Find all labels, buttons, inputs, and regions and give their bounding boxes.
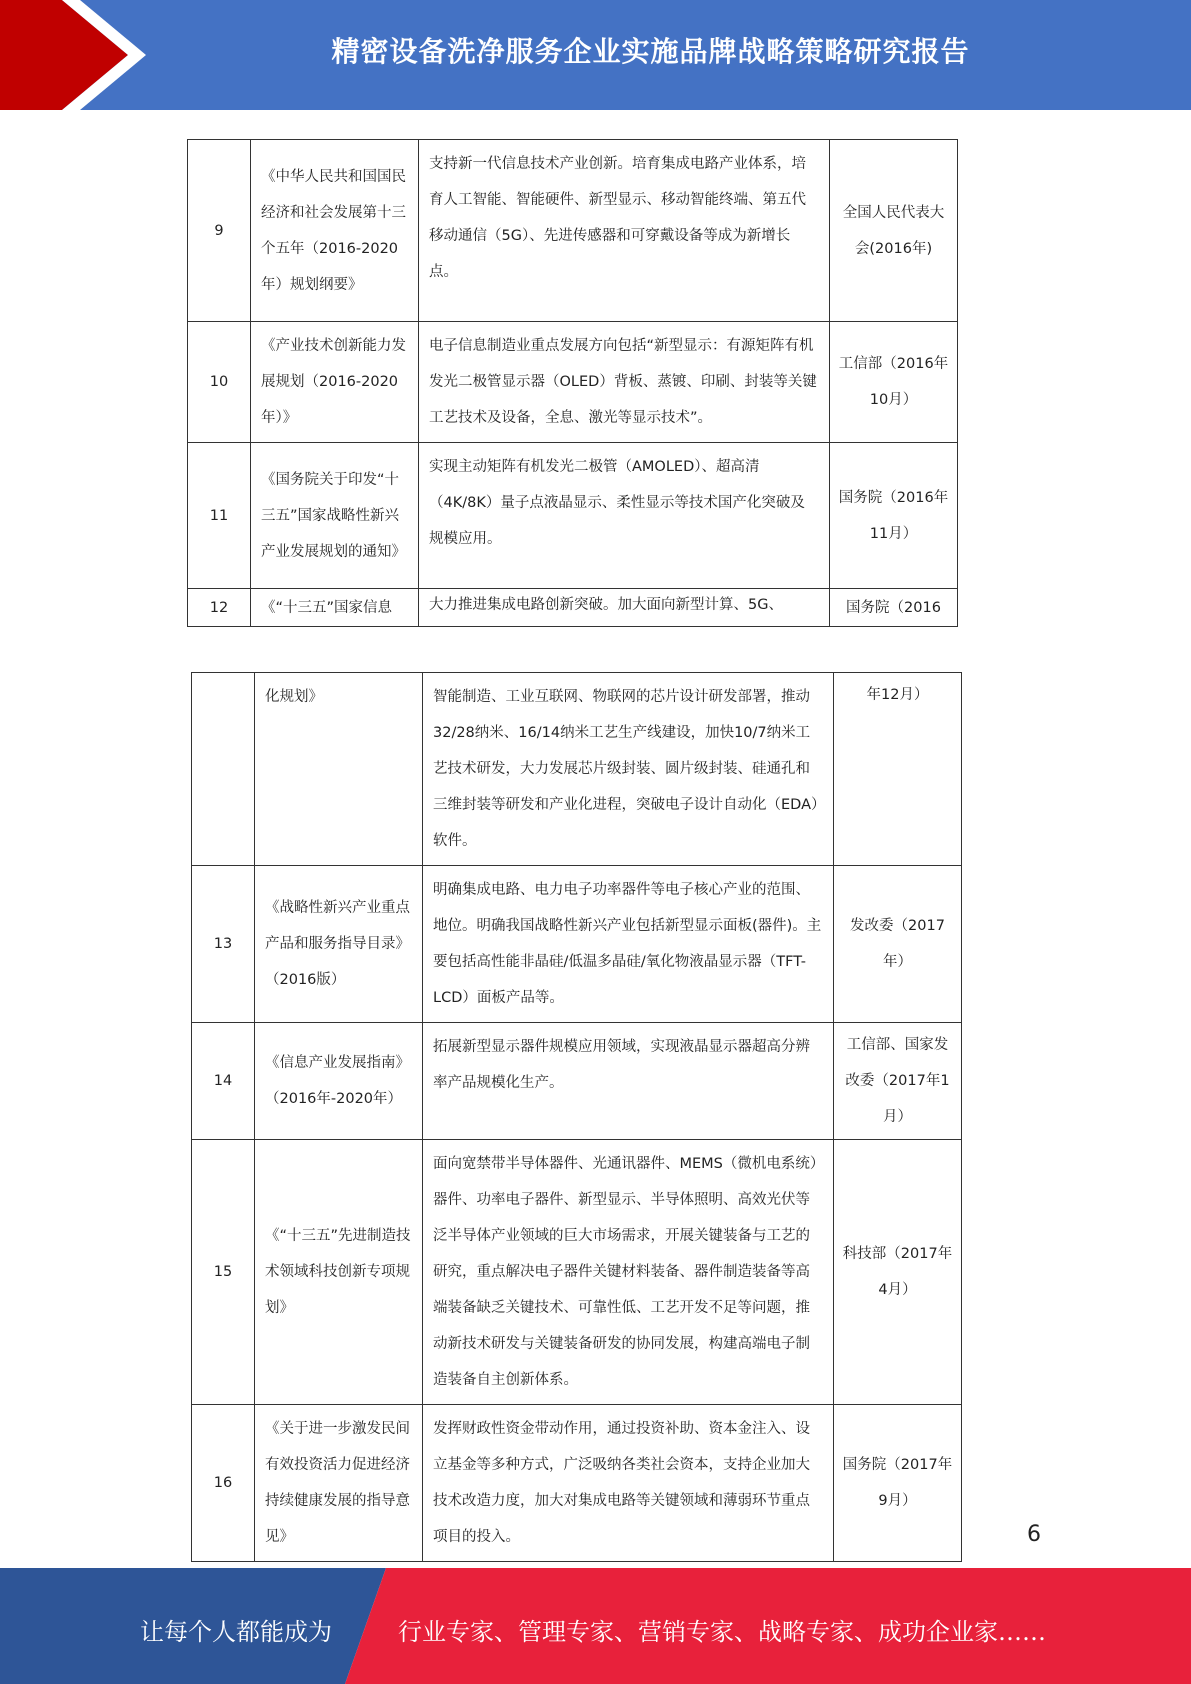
policy-name: 《产业技术创新能力发展规划（2016-2020年）》 <box>251 322 419 443</box>
policy-description: 智能制造、工业互联网、物联网的芯片设计研发部署，推动32/28纳米、16/14纳米工艺生产线建设，加快10/7纳米工艺技术研发，大力发展芯片级封装、圆片级封装、硅通孔和三维封装等研发和产业化进程，突破电子设计自动化（EDA）软件。 <box>423 673 834 866</box>
policy-description: 面向宽禁带半导体器件、光通讯器件、MEMS（微机电系统）器件、功率电子器件、新型显示、半导体照明、高效光伏等泛半导体产业领域的巨大市场需求，开展关键装备与工艺的研究，重点解决电子器件关键材料装备、器件制造装备等高端装备缺乏关键技术、可靠性低、工艺开发不足等问题，推动新技术研发与关键装备研发的协同发展，构建高端电子制造装备自主创新体系。 <box>423 1140 834 1405</box>
row-number: 13 <box>192 866 255 1023</box>
policy-name: 《“十三五”先进制造技术领域科技创新专项规划》 <box>255 1140 423 1405</box>
footer-slogan-left: 让每个人都能成为 <box>140 1618 332 1646</box>
policy-name: 《关于进一步激发民间有效投资活力促进经济持续健康发展的指导意见》 <box>255 1405 423 1562</box>
policy-description: 拓展新型显示器件规模应用领域，实现液晶显示器超高分辨率产品规模化生产。 <box>423 1023 834 1140</box>
issuing-body: 国务院（2016 <box>830 589 958 627</box>
policy-description: 支持新一代信息技术产业创新。培育集成电路产业体系，培育人工智能、智能硬件、新型显示、移动智能终端、第五代移动通信（5G）、先进传感器和可穿戴设备等成为新增长点。 <box>419 140 830 322</box>
page-footer <box>0 1568 1191 1684</box>
row-number: 12 <box>188 589 251 627</box>
row-number: 15 <box>192 1140 255 1405</box>
table-row <box>192 1405 962 1562</box>
policy-name: 化规划》 <box>255 673 423 866</box>
table-row <box>192 1023 962 1140</box>
policy-name: 《战略性新兴产业重点产品和服务指导目录》（2016版） <box>255 866 423 1023</box>
policy-name: 《中华人民共和国国民经济和社会发展第十三个五年（2016-2020年）规划纲要》 <box>251 140 419 322</box>
issuing-body: 年12月） <box>834 673 962 866</box>
footer-slogan-right: 行业专家、管理专家、营销专家、战略专家、成功企业家…… <box>398 1618 1046 1646</box>
page-number: 6 <box>1027 1522 1041 1547</box>
table-row <box>192 1140 962 1405</box>
report-title: 精密设备洗净服务企业实施品牌战略策略研究报告 <box>331 35 970 68</box>
row-number: 9 <box>188 140 251 322</box>
policy-description: 明确集成电路、电力电子功率器件等电子核心产业的范围、地位。明确我国战略性新兴产业包括新型显示面板(器件)。主要包括高性能非晶硅/低温多晶硅/氧化物液晶显示器（TFT-LCD）面板产品等。 <box>423 866 834 1023</box>
policy-description: 电子信息制造业重点发展方向包括“新型显示：有源矩阵有机发光二极管显示器（OLED）背板、蒸镀、印刷、封装等关键工艺技术及设备，全息、激光等显示技术”。 <box>419 322 830 443</box>
policy-description: 发挥财政性资金带动作用，通过投资补助、资本金注入、设立基金等多种方式，广泛吸纳各类社会资本，支持企业加大技术改造力度，加大对集成电路等关键领域和薄弱环节重点项目的投入。 <box>423 1405 834 1562</box>
row-number: 14 <box>192 1023 255 1140</box>
table-row <box>188 322 958 443</box>
table-row <box>192 673 962 866</box>
policy-description: 大力推进集成电路创新突破。加大面向新型计算、5G、 <box>419 589 830 627</box>
policy-table-part-1 <box>187 139 958 627</box>
issuing-body: 全国人民代表大会(2016年) <box>830 140 958 322</box>
row-number: 10 <box>188 322 251 443</box>
row-number: 11 <box>188 443 251 589</box>
policy-name: 《国务院关于印发“十三五”国家战略性新兴产业发展规划的通知》 <box>251 443 419 589</box>
table-row <box>188 140 958 322</box>
issuing-body: 发改委（2017年） <box>834 866 962 1023</box>
table-row <box>188 589 958 627</box>
issuing-body: 科技部（2017年4月） <box>834 1140 962 1405</box>
policy-table-part-2 <box>191 672 962 1562</box>
issuing-body: 国务院（2017年9月） <box>834 1405 962 1562</box>
policy-name: 《“十三五”国家信息 <box>251 589 419 627</box>
table-row <box>188 443 958 589</box>
issuing-body: 国务院（2016年11月） <box>830 443 958 589</box>
issuing-body: 工信部（2016年10月） <box>830 322 958 443</box>
row-number <box>192 673 255 866</box>
row-number: 16 <box>192 1405 255 1562</box>
table-row <box>192 866 962 1023</box>
policy-name: 《信息产业发展指南》（2016年-2020年） <box>255 1023 423 1140</box>
issuing-body: 工信部、国家发改委（2017年1月） <box>834 1023 962 1140</box>
page-header <box>0 0 1191 110</box>
policy-description: 实现主动矩阵有机发光二极管（AMOLED）、超高清（4K/8K）量子点液晶显示、柔性显示等技术国产化突破及规模应用。 <box>419 443 830 589</box>
